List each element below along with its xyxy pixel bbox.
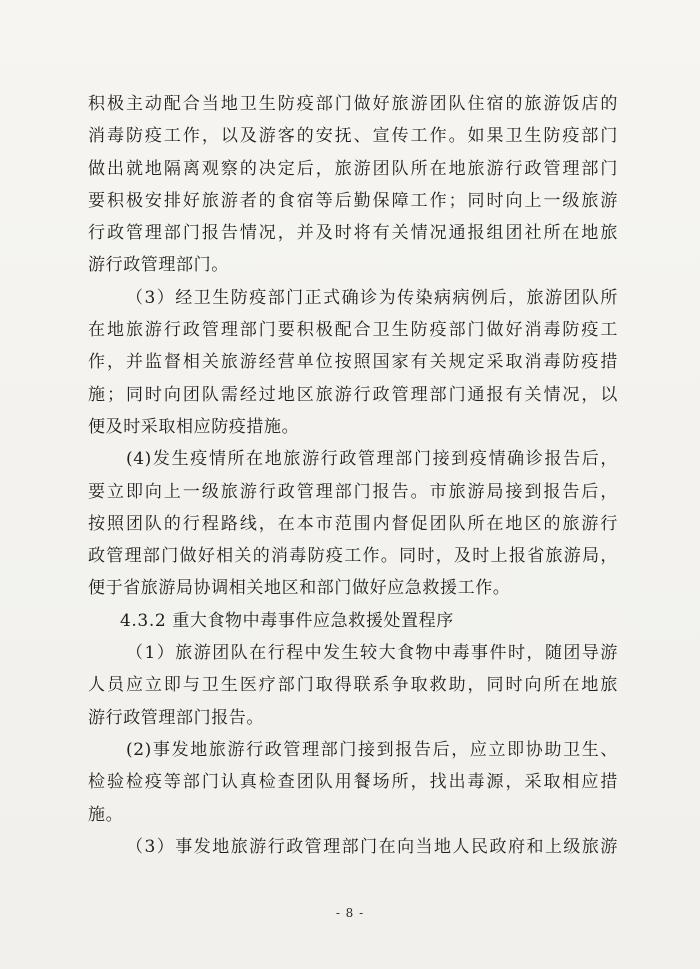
text-line: 按照团队的行程路线，在本市范围内督促团队所在地区的旅游行 <box>88 513 618 534</box>
paragraph-start-line: （3）事发地旅游行政管理部门在向当地人民政府和上级旅游 <box>126 836 618 857</box>
page-number: - 8 - <box>335 906 365 920</box>
text-line: 便及时采取相应防疫措施。 <box>88 416 300 437</box>
paragraph-start-line: (4)发生疫情所在地旅游行政管理部门接到疫情确诊报告后， <box>126 449 618 470</box>
text-line: 游行政管理部门报告。 <box>88 707 264 728</box>
paragraph-start-line: （1）旅游团队在行程中发生较大食物中毒事件时，随团导游 <box>126 643 618 664</box>
text-line: 游行政管理部门。 <box>88 255 229 276</box>
body-text <box>88 88 618 863</box>
text-line: 人员应立即与卫生医疗部门取得联系争取救助，同时向所在地旅 <box>88 675 618 696</box>
text-line: 检验检疫等部门认真检查团队用餐场所，找出毒源，采取相应措 <box>88 772 618 793</box>
text-line: 消毒防疫工作，以及游客的安抚、宣传工作。如果卫生防疫部门 <box>88 126 618 147</box>
paragraph-start-line: （3）经卫生防疫部门正式确诊为传染病病例后，旅游团队所 <box>126 287 618 308</box>
text-line: 行政管理部门报告情况，并及时将有关情况通报组团社所在地旅 <box>88 223 618 244</box>
text-line: 在地旅游行政管理部门要积极配合卫生防疫部门做好消毒防疫工 <box>88 320 618 341</box>
text-line: 要立即向上一级旅游行政管理部门报告。市旅游局接到报告后， <box>88 481 618 502</box>
text-line: 做出就地隔离观察的决定后，旅游团队所在地旅游行政管理部门 <box>88 158 618 179</box>
section-heading: 4.3.2 重大食物中毒事件应急救援处置程序 <box>120 610 454 631</box>
text-line: 施；同时向团队需经过地区旅游行政管理部门通报有关情况，以 <box>88 384 618 405</box>
text-line: 要积极安排好旅游者的食宿等后勤保障工作；同时向上一级旅游 <box>88 190 618 211</box>
text-line: 政管理部门做好相关的消毒防疫工作。同时，及时上报省旅游局， <box>88 546 618 567</box>
text-line: 便于省旅游局协调相关地区和部门做好应急救援工作。 <box>88 578 511 599</box>
text-line: 施。 <box>88 804 124 825</box>
text-line: 积极主动配合当地卫生防疫部门做好旅游团队住宿的旅游饭店的 <box>88 94 618 114</box>
paragraph-start-line: (2)事发地旅游行政管理部门接到报告后，应立即协助卫生、 <box>126 739 618 760</box>
text-line: 作，并监督相关旅游经营单位按照国家有关规定采取消毒防疫措 <box>88 352 618 373</box>
